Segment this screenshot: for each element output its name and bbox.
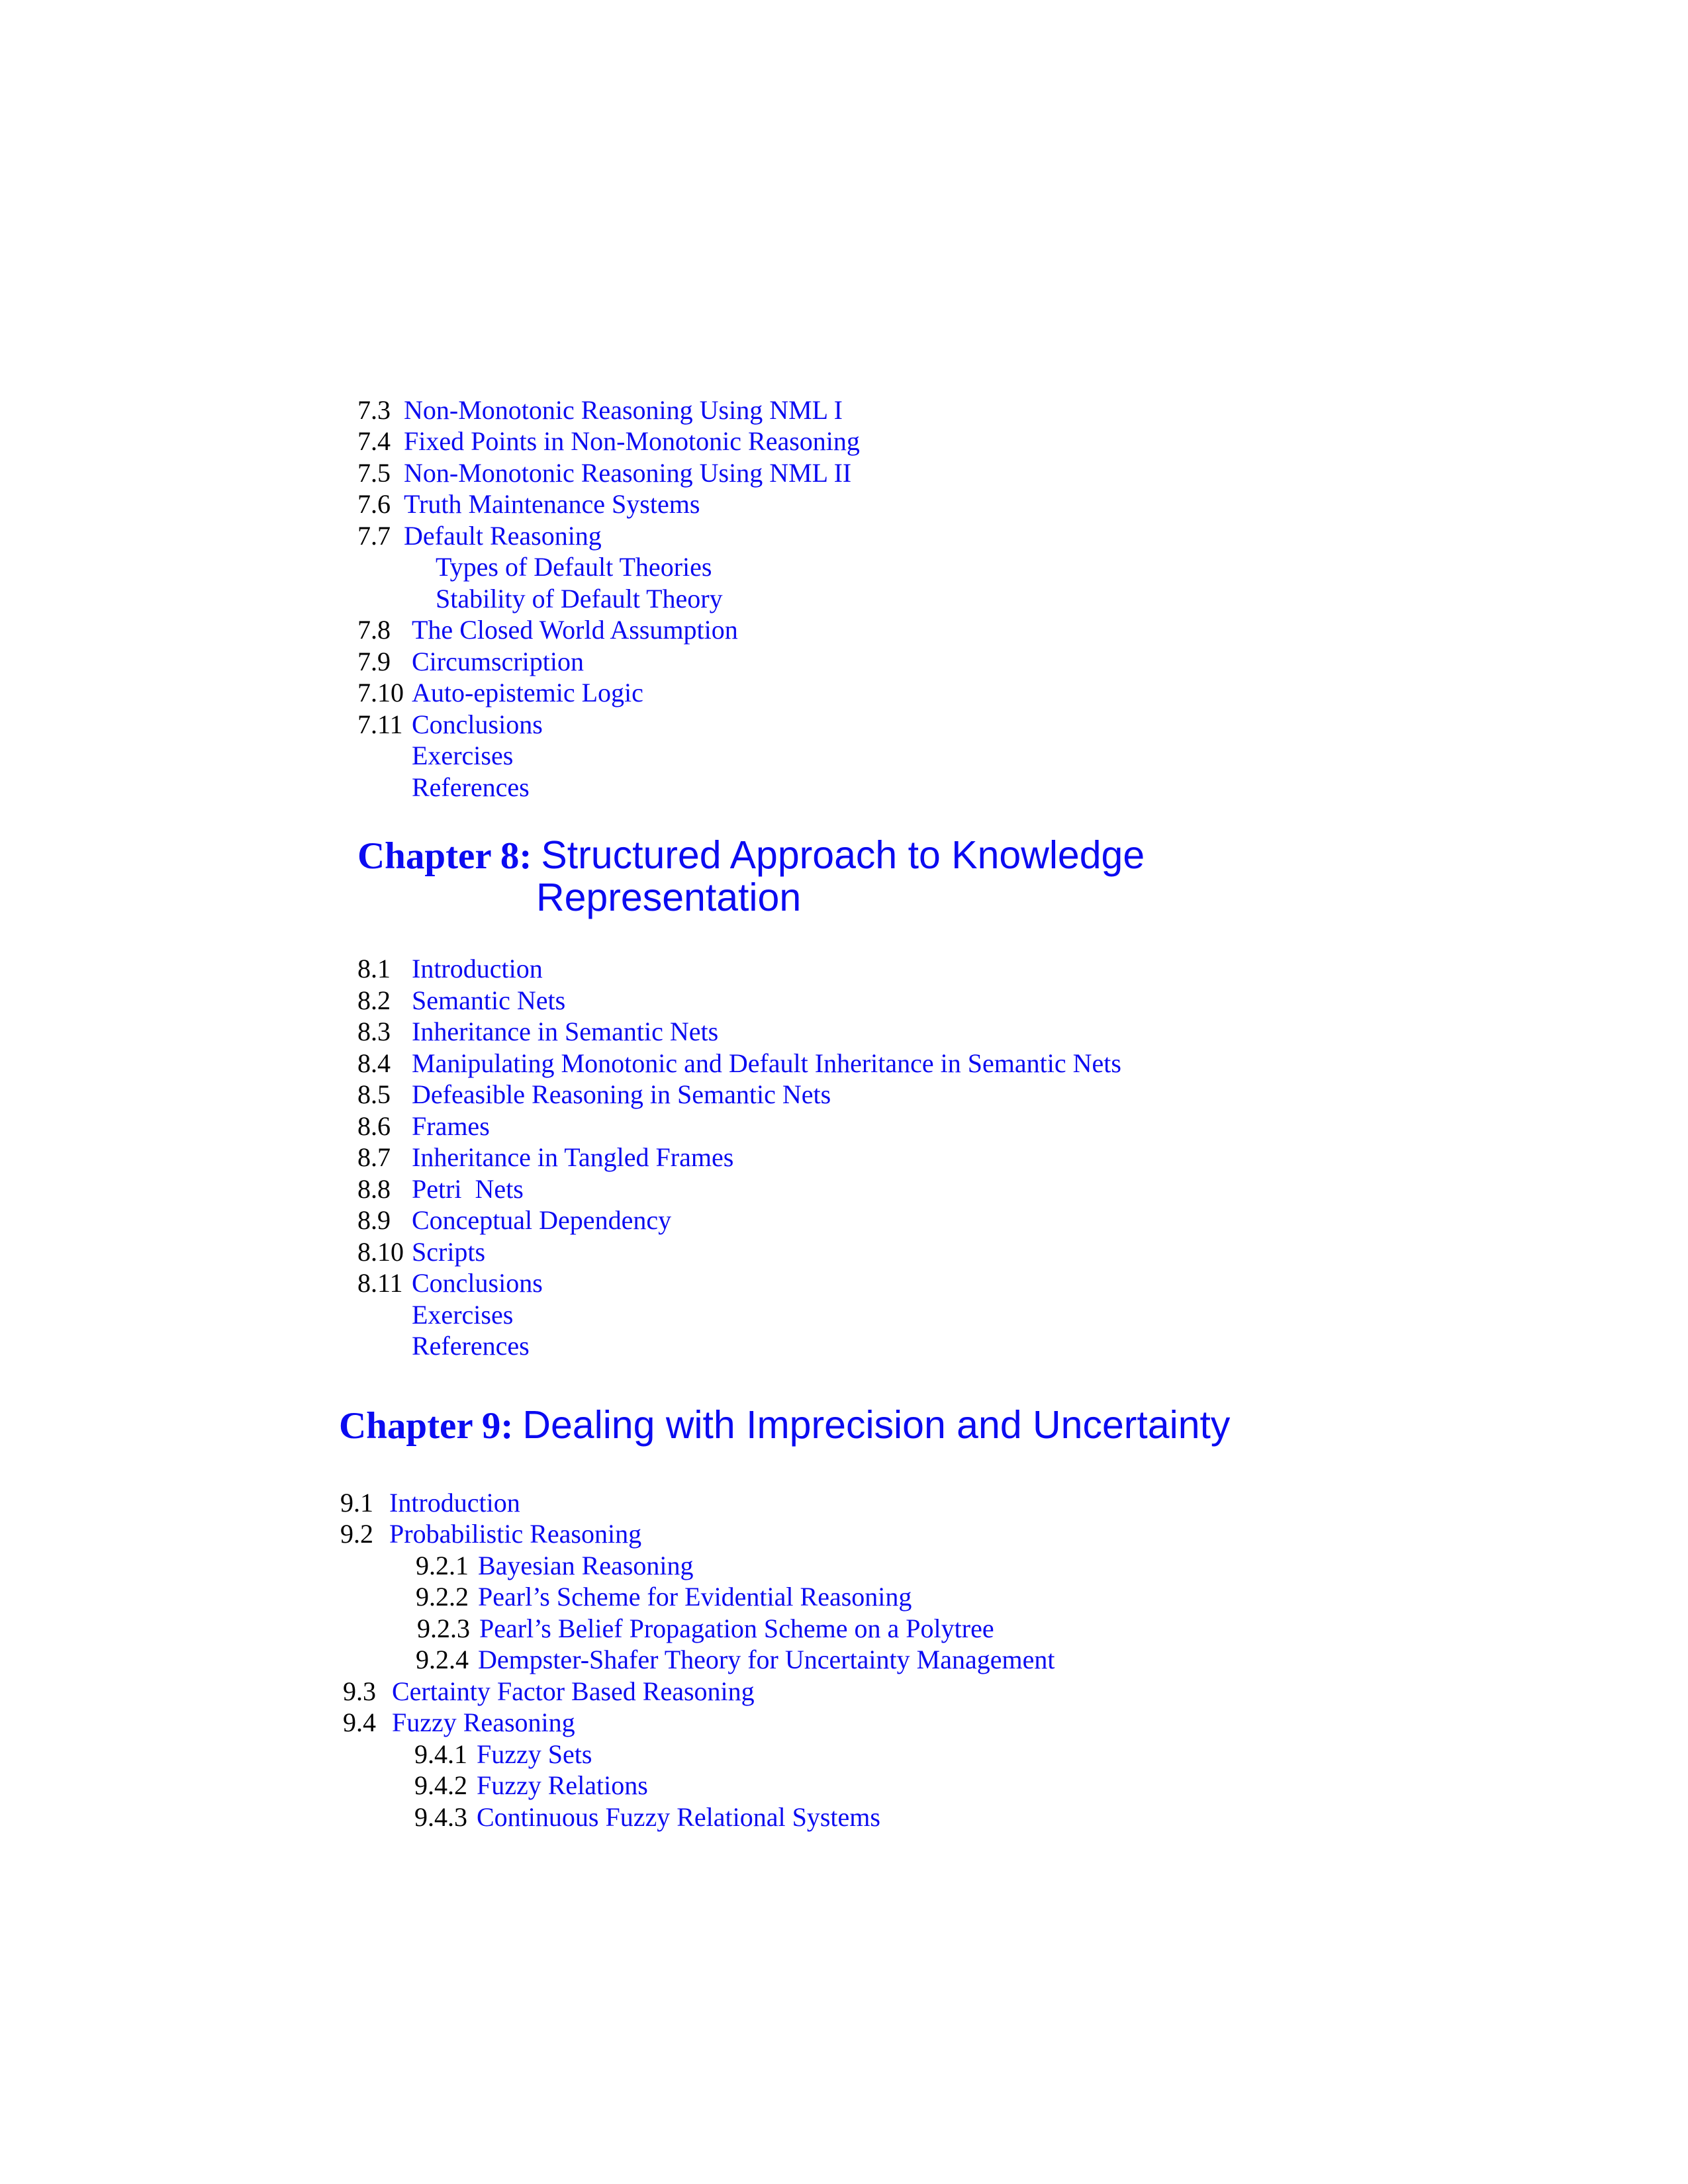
toc-number: 8.1 (357, 954, 391, 983)
toc-number: 9.2.1 (416, 1551, 469, 1580)
toc-number: 9.3 (343, 1676, 376, 1706)
chapter-8-title[interactable]: Structured Approach to Knowledge (541, 833, 1145, 877)
toc-link[interactable]: Conclusions (412, 1268, 543, 1298)
toc-number: 9.4.2 (414, 1770, 467, 1800)
toc-number: 8.6 (357, 1111, 391, 1141)
toc-link[interactable]: Dempster-Shafer Theory for Uncertainty Management (478, 1645, 1055, 1674)
toc-number: 9.2.2 (416, 1582, 469, 1612)
toc-entry[interactable] (436, 552, 712, 582)
toc-link[interactable]: Circumscription (412, 647, 584, 676)
toc-link[interactable]: Probabilistic Reasoning (389, 1519, 642, 1549)
toc-entry[interactable] (357, 489, 700, 520)
chapter-9-label[interactable]: Chapter 9: (339, 1405, 514, 1447)
toc-entry[interactable] (357, 426, 860, 457)
toc-entry[interactable] (412, 772, 530, 803)
toc-entry[interactable] (340, 1519, 641, 1549)
chapter-8-heading[interactable] (357, 833, 1145, 878)
toc-entry[interactable] (412, 741, 513, 771)
toc-link[interactable]: Truth Maintenance Systems (404, 489, 700, 519)
chapter-9-title[interactable]: Dealing with Imprecision and Uncertainty (522, 1403, 1231, 1447)
toc-entry[interactable] (357, 1111, 490, 1142)
toc-number: 9.4.3 (414, 1802, 467, 1832)
toc-number: 7.10 (357, 678, 404, 707)
toc-entry[interactable] (357, 1142, 733, 1173)
toc-link[interactable]: Stability of Default Theory (436, 584, 723, 614)
chapter-9-heading[interactable] (339, 1402, 1230, 1447)
toc-number: 7.3 (357, 395, 391, 425)
toc-entry[interactable] (417, 1614, 994, 1644)
toc-entry[interactable] (412, 1331, 530, 1361)
toc-entry[interactable] (357, 1237, 485, 1267)
toc-entry[interactable] (357, 395, 843, 426)
toc-number: 8.8 (357, 1174, 391, 1204)
toc-entry[interactable] (357, 615, 738, 645)
toc-link[interactable]: Defeasible Reasoning in Semantic Nets (412, 1079, 831, 1109)
toc-link[interactable]: Frames (412, 1111, 490, 1141)
toc-entry[interactable] (357, 1205, 671, 1236)
toc-number: 8.5 (357, 1079, 391, 1109)
toc-number: 9.1 (340, 1488, 373, 1518)
toc-link[interactable]: Semantic Nets (412, 985, 566, 1015)
toc-entry[interactable] (357, 1079, 831, 1110)
toc-entry[interactable] (412, 1300, 513, 1330)
toc-link[interactable]: Fixed Points in Non-Monotonic Reasoning (404, 426, 860, 456)
toc-number: 8.2 (357, 985, 391, 1015)
toc-link[interactable]: Introduction (412, 954, 543, 983)
toc-link[interactable]: Fuzzy Sets (477, 1739, 592, 1769)
toc-number: 7.9 (357, 647, 391, 676)
toc-number: 7.7 (357, 521, 391, 551)
toc-link[interactable]: Continuous Fuzzy Relational Systems (477, 1802, 880, 1832)
toc-entry[interactable] (357, 985, 565, 1016)
toc-number: 8.4 (357, 1048, 391, 1078)
toc-number: 7.6 (357, 489, 391, 519)
toc-link[interactable]: Inheritance in Tangled Frames (412, 1142, 734, 1172)
toc-link[interactable]: Fuzzy Relations (477, 1770, 648, 1800)
toc-entry[interactable] (357, 678, 643, 708)
toc-link[interactable]: Non-Monotonic Reasoning Using NML I (404, 395, 843, 425)
chapter-8-heading-continued[interactable] (536, 875, 801, 920)
toc-number: 7.5 (357, 458, 391, 488)
toc-entry[interactable] (357, 647, 584, 677)
toc-entry[interactable] (357, 954, 543, 984)
toc-link[interactable]: References (412, 1331, 530, 1361)
toc-link[interactable]: Exercises (412, 741, 514, 770)
toc-entry[interactable] (416, 1582, 912, 1612)
toc-link[interactable]: Manipulating Monotonic and Default Inheritance in Semantic Nets (412, 1048, 1121, 1078)
toc-link[interactable]: The Closed World Assumption (412, 615, 738, 645)
toc-link[interactable]: Fuzzy Reasoning (392, 1707, 575, 1737)
toc-link[interactable]: Non-Monotonic Reasoning Using NML II (404, 458, 852, 488)
toc-entry[interactable] (340, 1488, 520, 1518)
toc-entry[interactable] (414, 1739, 592, 1770)
toc-number: 7.4 (357, 426, 391, 456)
toc-number: 9.2.3 (417, 1614, 470, 1643)
toc-link[interactable]: Inheritance in Semantic Nets (412, 1017, 719, 1046)
toc-entry[interactable] (357, 1017, 718, 1047)
toc-number: 9.2.4 (416, 1645, 469, 1674)
toc-entry[interactable] (357, 458, 851, 488)
toc-link[interactable]: Types of Default Theories (436, 552, 712, 582)
toc-number: 7.11 (357, 709, 403, 739)
toc-number: 8.11 (357, 1268, 403, 1298)
toc-entry[interactable] (343, 1707, 575, 1738)
toc-link[interactable]: Exercises (412, 1300, 514, 1330)
toc-number: 9.2 (340, 1519, 373, 1549)
toc-number: 8.3 (357, 1017, 391, 1046)
toc-link[interactable]: Auto-epistemic Logic (412, 678, 643, 707)
toc-number: 9.4 (343, 1707, 376, 1737)
toc-entry[interactable] (414, 1802, 880, 1833)
toc-entry[interactable] (343, 1676, 755, 1707)
toc-entry[interactable] (414, 1770, 648, 1801)
chapter-8-label[interactable]: Chapter 8: (357, 835, 532, 877)
toc-link[interactable]: References (412, 772, 530, 802)
toc-entry[interactable] (357, 1268, 543, 1298)
toc-link[interactable]: Bayesian Reasoning (478, 1551, 694, 1580)
toc-entry[interactable] (416, 1645, 1055, 1675)
toc-number: 9.4.1 (414, 1739, 467, 1769)
toc-entry[interactable] (357, 1174, 524, 1205)
toc-link[interactable]: Introduction (389, 1488, 520, 1518)
toc-link[interactable]: Conclusions (412, 709, 543, 739)
toc-link[interactable]: Conceptual Dependency (412, 1205, 672, 1235)
toc-link[interactable]: Petri Nets (412, 1174, 524, 1204)
toc-entry[interactable] (357, 521, 602, 551)
toc-link[interactable]: Certainty Factor Based Reasoning (392, 1676, 755, 1706)
toc-number: 8.7 (357, 1142, 391, 1172)
toc-number: 7.8 (357, 615, 391, 645)
chapter-8-title-line2[interactable]: Representation (536, 876, 802, 919)
toc-entry[interactable] (357, 1048, 1121, 1079)
toc-number: 8.9 (357, 1205, 391, 1235)
toc-entry[interactable] (416, 1551, 694, 1581)
toc-link[interactable]: Default Reasoning (404, 521, 602, 551)
toc-link[interactable]: Pearl’s Scheme for Evidential Reasoning (478, 1582, 912, 1612)
toc-link[interactable]: Scripts (412, 1237, 486, 1267)
toc-number: 8.10 (357, 1237, 404, 1267)
toc-entry[interactable] (436, 584, 723, 614)
toc-link[interactable]: Pearl’s Belief Propagation Scheme on a Polytree (479, 1614, 994, 1643)
toc-entry[interactable] (357, 709, 543, 740)
